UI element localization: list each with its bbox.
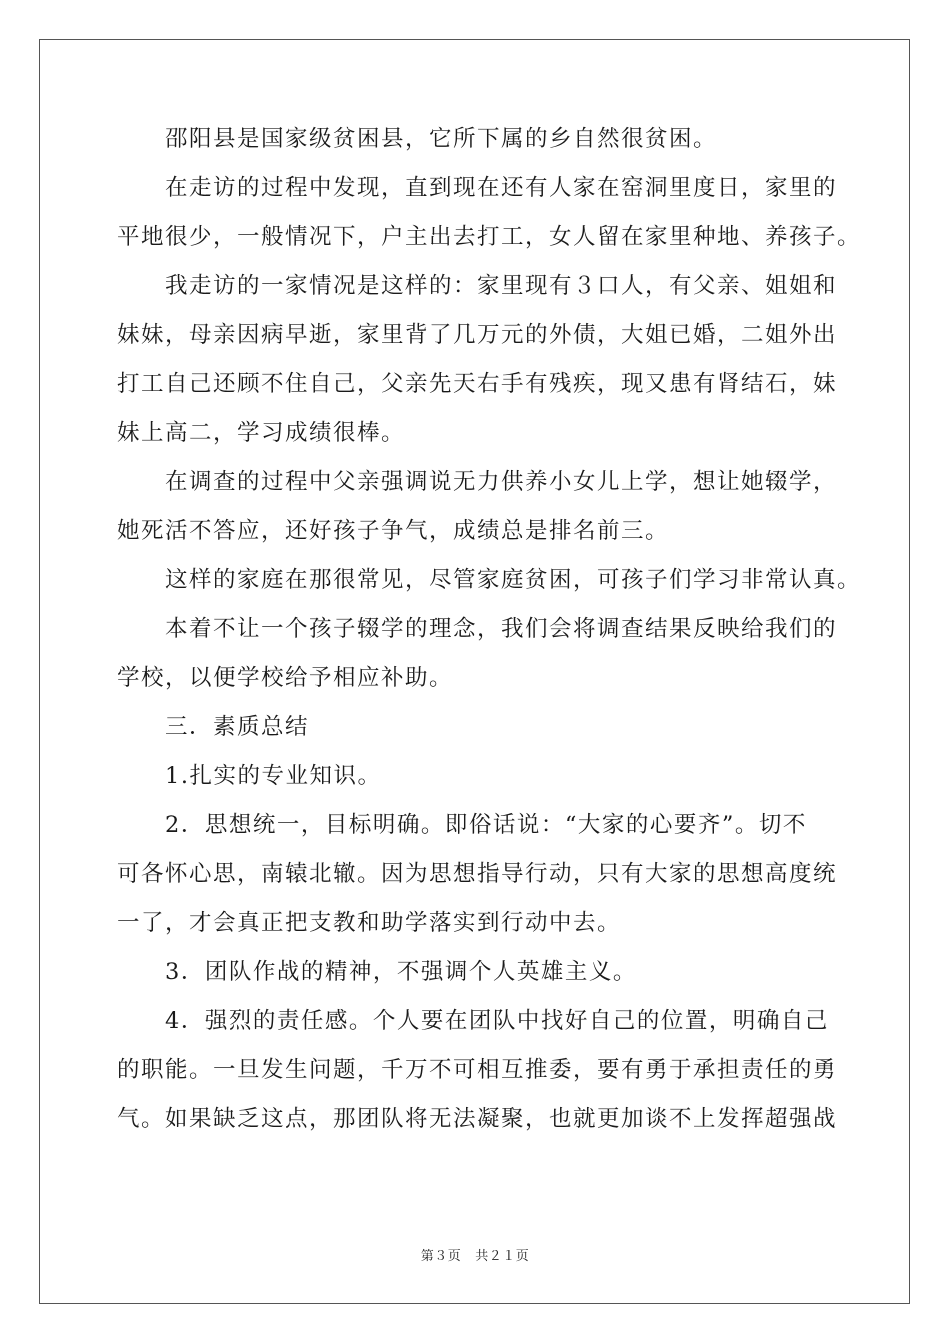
text-line: 打工自己还顾不住自己，父亲先天右手有残疾，现又患有肾结石，妹 bbox=[117, 371, 838, 397]
text-line: 平地很少，一般情况下，户主出去打工，女人留在家里种地、养孩子。 bbox=[117, 224, 862, 250]
text-line: 妹上高二，学习成绩很棒。 bbox=[117, 420, 406, 446]
text-line: 2．思想统一，目标明确。即俗话说：“大家的心要齐”。切不 bbox=[117, 812, 807, 838]
page-footer bbox=[0, 1245, 950, 1264]
text-line: 的职能。一旦发生问题，千万不可相互推委，要有勇于承担责任的勇 bbox=[117, 1057, 838, 1083]
text-line: 1.扎实的专业知识。 bbox=[117, 763, 382, 789]
text-line: 我走访的一家情况是这样的：家里现有３口人，有父亲、姐姐和 bbox=[117, 273, 838, 299]
text-line: 邵阳县是国家级贫困县，它所下属的乡自然很贫困。 bbox=[117, 126, 718, 152]
section-heading: 三．素质总结 bbox=[117, 714, 310, 740]
text-line: 在调查的过程中父亲强调说无力供养小女儿上学，想让她辍学， bbox=[117, 469, 838, 495]
text-line: 4．强烈的责任感。个人要在团队中找好自己的位置，明确自己 bbox=[117, 1008, 829, 1034]
text-line: 学校，以便学校给予相应补助。 bbox=[117, 665, 454, 691]
page-total: 共２１页 bbox=[475, 1249, 530, 1264]
page-number: 第３页 bbox=[420, 1249, 462, 1264]
text-line: 这样的家庭在那很常见，尽管家庭贫困，可孩子们学习非常认真。 bbox=[117, 567, 862, 593]
text-line: 3．团队作战的精神，不强调个人英雄主义。 bbox=[117, 959, 637, 985]
text-line: 本着不让一个孩子辍学的理念，我们会将调查结果反映给我们的 bbox=[117, 616, 838, 642]
text-line: 一了，才会真正把支教和助学落实到行动中去。 bbox=[117, 910, 622, 936]
text-line: 她死活不答应，还好孩子争气，成绩总是排名前三。 bbox=[117, 518, 670, 544]
text-line: 在走访的过程中发现，直到现在还有人家在窑洞里度日，家里的 bbox=[117, 175, 838, 201]
text-line: 妹妹，母亲因病早逝，家里背了几万元的外债，大姐已婚，二姐外出 bbox=[117, 322, 838, 348]
text-line: 气。如果缺乏这点，那团队将无法凝聚，也就更加谈不上发挥超强战 bbox=[117, 1106, 838, 1132]
text-line: 可各怀心思，南辕北辙。因为思想指导行动，只有大家的思想高度统 bbox=[117, 861, 838, 887]
